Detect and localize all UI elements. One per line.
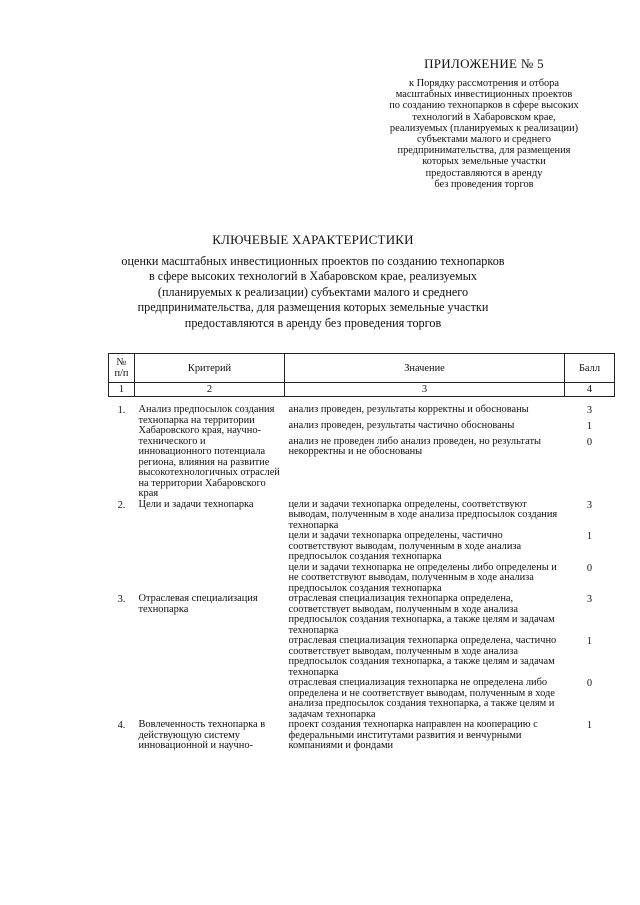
header-value: Значение bbox=[285, 354, 565, 383]
column-number: 2 bbox=[135, 383, 285, 397]
appendix-line: которых земельные участки bbox=[422, 156, 546, 168]
header-num bbox=[109, 354, 135, 383]
row-value: цели и задачи технопарка определены, частично соответствуют выводам, полученным в ходе анализа предпосылок создания технопарка bbox=[288, 530, 522, 562]
row-score: 1 bbox=[586, 636, 593, 647]
row-value: анализ не проведен либо анализ проведен, но результаты некорректны и не обоснованы bbox=[288, 435, 541, 458]
table-row bbox=[109, 405, 615, 421]
row-score: 1 bbox=[586, 420, 593, 432]
row-criterion: Цели и задачи технопарка bbox=[138, 498, 254, 510]
row-score: 3 bbox=[586, 405, 593, 416]
row-score: 0 bbox=[586, 436, 593, 448]
row-number: 4. bbox=[117, 720, 126, 731]
appendix-line: к Порядку рассмотрения и отбора bbox=[409, 78, 559, 89]
appendix-line: предпринимательства, для размещения bbox=[397, 145, 571, 157]
row-number: 1. bbox=[117, 405, 126, 416]
header-criterion: Критерий bbox=[135, 354, 285, 383]
row-value: отраслевая специализация технопарка определена, частично соответствует выводам, полученным в ходе анализа предпосылок создания технопарка, а также целям и задачам технопарка bbox=[288, 635, 557, 678]
row-criterion: Вовлеченность технопарка в действующую систему инновационной и научно- bbox=[138, 719, 266, 751]
appendix-line: масштабных инвестиционных проектов bbox=[395, 89, 573, 101]
row-criterion: Анализ предпосылок создания технопарка на территории Хабаровского края, научно-технического и инновационного потенциала региона, влияния на развитие высокотехнологичных отраслей на территории Хабаровского края bbox=[138, 404, 280, 499]
row-score: 1 bbox=[586, 720, 593, 731]
row-criterion: Отраслевая специализация технопарка bbox=[138, 593, 258, 615]
heading-line: (планируемых к реализации) субъектами малого и среднего bbox=[157, 284, 469, 299]
header-num-line2: п/п bbox=[114, 368, 129, 379]
column-number: 3 bbox=[285, 383, 565, 397]
heading-title: КЛЮЧЕВЫЕ ХАРАКТЕРИСТИКИ bbox=[212, 232, 414, 247]
row-value: отраслевая специализация технопарка определена, соответствует выводам, полученным в ходе анализа предпосылок создания технопарка, а также целям и задачам технопарка bbox=[288, 593, 555, 636]
appendix-line: по созданию технопарков в сфере высоких bbox=[389, 100, 579, 112]
row-value: отраслевая специализация технопарка не определена либо определена и не соответствует выводам, полученным в ходе анализа предпосылок создания технопарка, а также целям и задачам технопарка bbox=[288, 677, 555, 720]
row-number: 2. bbox=[117, 499, 126, 511]
row-value: цели и задачи технопарка не определены либо определены и не соответствуют выводам, полученным в ходе анализа предпосылок создания технопарка bbox=[288, 561, 557, 594]
appendix-line: предоставляются в аренду bbox=[425, 167, 543, 179]
appendix-title: ПРИЛОЖЕНИЕ № 5 bbox=[424, 56, 544, 71]
row-score: 1 bbox=[586, 531, 593, 542]
row-value: проект создания технопарка направлен на кооперацию с федеральными институтами развития и венчурными компаниями и фондами bbox=[288, 719, 538, 751]
appendix-line: технологий в Хабаровском крае, bbox=[412, 111, 556, 123]
heading-line: оценки масштабных инвестиционных проектов по созданию технопарков bbox=[121, 254, 505, 268]
column-number: 4 bbox=[565, 383, 615, 397]
appendix-line: субъектами малого и среднего bbox=[417, 134, 551, 146]
column-number: 1 bbox=[109, 383, 135, 397]
row-value: анализ проведен, результаты корректны и обоснованы bbox=[288, 404, 529, 415]
row-number: 3. bbox=[117, 594, 126, 605]
heading-line: предпринимательства, для размещения которых земельные участки bbox=[137, 300, 489, 315]
appendix-line: реализуемых (планируемых к реализации) bbox=[389, 122, 579, 134]
appendix-block bbox=[350, 56, 618, 190]
criteria-table bbox=[108, 353, 615, 752]
row-score: 0 bbox=[586, 562, 593, 574]
heading-line: в сфере высоких технологий в Хабаровском крае, реализуемых bbox=[148, 269, 478, 284]
table-header bbox=[109, 354, 615, 397]
header-score: Балл bbox=[565, 354, 615, 383]
row-score: 0 bbox=[586, 678, 593, 689]
table-row bbox=[109, 594, 615, 636]
heading-line: предоставляются в аренду без проведения торгов bbox=[184, 315, 442, 330]
appendix-line: без проведения торгов bbox=[434, 178, 534, 190]
document-heading bbox=[98, 232, 528, 331]
table-row bbox=[109, 720, 615, 752]
header-num-line1: № bbox=[116, 357, 127, 368]
row-value: цели и задачи технопарка определены, соответствуют выводам, полученным в ходе анализа предпосылок создания технопарка bbox=[288, 498, 558, 531]
row-value: анализ проведен, результаты частично обоснованы bbox=[288, 419, 515, 431]
row-score: 3 bbox=[586, 499, 593, 511]
table-row bbox=[109, 500, 615, 532]
row-score: 3 bbox=[586, 594, 593, 605]
table-body bbox=[109, 397, 615, 752]
